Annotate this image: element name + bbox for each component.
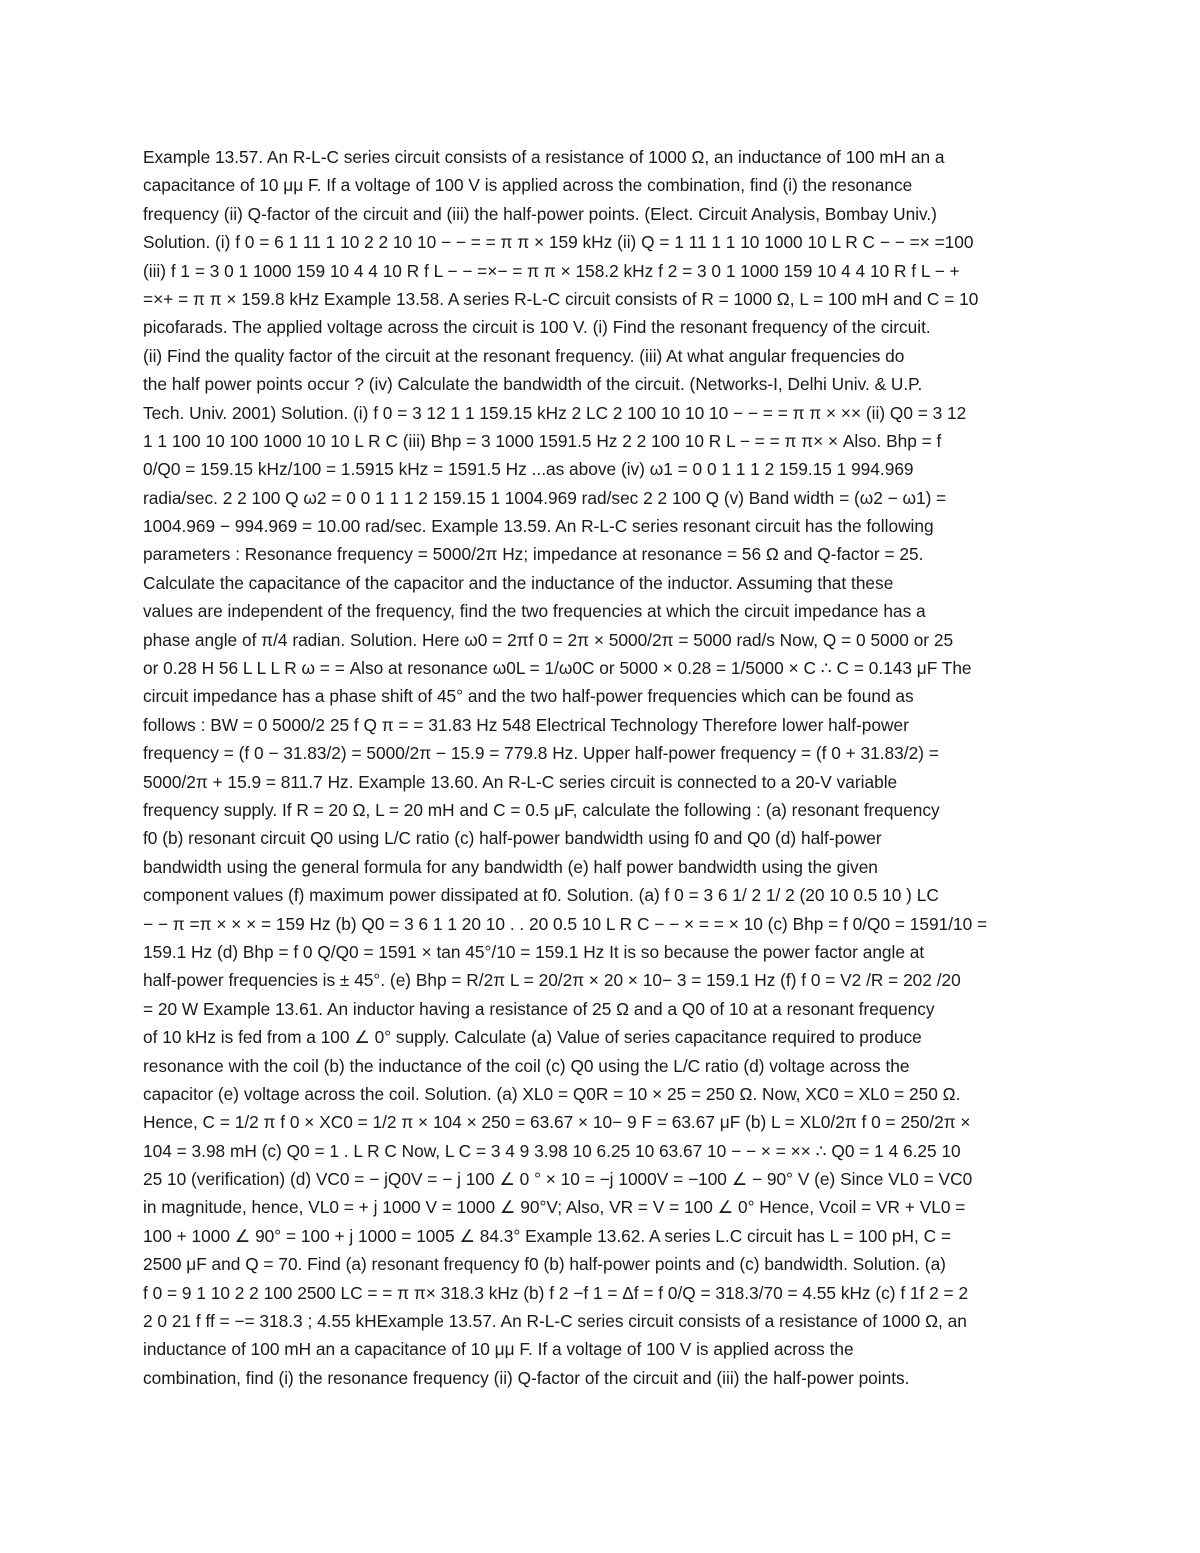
text-line: 2 0 21 f ff = −= 318.3 ; 4.55 kHExample 13.57. An R-L-C series circuit consists of a resistance of 1000 Ω, an (143, 1311, 967, 1332)
text-line: inductance of 100 mH an a capacitance of 10 μμ F. If a voltage of 100 V is applied across the (143, 1339, 854, 1360)
text-line: follows : BW = 0 5000/2 25 f Q π = = 31.83 Hz 548 Electrical Technology Therefore lower half-power (143, 714, 909, 735)
text-line: 159.1 Hz (d) Bhp = f 0 Q/Q0 = 1591 × tan 45°/10 = 159.1 Hz It is so because the power factor angle at (143, 941, 925, 962)
text-line: picofarads. The applied voltage across the circuit is 100 V. (i) Find the resonant frequency of the circuit. (143, 317, 931, 338)
text-line: 25 10 (verification) (d) VC0 = − jQ0V = − j 100 ∠ 0 ° × 10 = −j 1000V = −100 ∠ − 90° V (e) Since VL0 = VC0 (143, 1169, 973, 1190)
text-line: f0 (b) resonant circuit Q0 using L/C ratio (c) half-power bandwidth using f0 and Q0 (d) half-power (143, 828, 882, 849)
text-line: frequency supply. If R = 20 Ω, L = 20 mH and C = 0.5 μF, calculate the following : (a) resonant frequency (143, 799, 940, 820)
text-line: (ii) Find the quality factor of the circuit at the resonant frequency. (iii) At what angular frequencies do (143, 345, 905, 366)
text-line: capacitance of 10 μμ F. If a voltage of 100 V is applied across the combination, find (i) the resonance (143, 175, 913, 196)
text-line: circuit impedance has a phase shift of 45° and the two half-power frequencies which can be found as (143, 686, 914, 707)
text-line: parameters : Resonance frequency = 5000/2π Hz; impedance at resonance = 56 Ω and Q-factor = 25. (143, 544, 924, 565)
text-line: − − π =π × × × = 159 Hz (b) Q0 = 3 6 1 1 20 10 . . 20 0.5 10 L R C − − × = = × 10 (c) Bhp = f 0/Q0 = 1591/10 = (143, 913, 988, 934)
text-line: 0/Q0 = 159.15 kHz/100 = 1.5915 kHz = 1591.5 Hz ...as above (iv) ω1 = 0 0 1 1 1 2 159.15 1 994.969 (143, 459, 914, 480)
text-line: values are independent of the frequency, find the two frequencies at which the circuit impedance has a (143, 601, 926, 622)
text-line: 104 = 3.98 mH (c) Q0 = 1 . L R C Now, L C = 3 4 9 3.98 10 6.25 10 63.67 10 − − × = ×× ∴ Q0 = 1 4 6.25 10 (143, 1140, 961, 1161)
text-line: 5000/2π + 15.9 = 811.7 Hz. Example 13.60. An R-L-C series circuit is connected to a 20-V variable (143, 771, 898, 792)
text-line: half-power frequencies is ± 45°. (e) Bhp = R/2π L = 20/2π × 20 × 10− 3 = 159.1 Hz (f) f 0 = V2 /R = 202 /20 (143, 970, 961, 991)
text-line: Solution. (i) f 0 = 6 1 11 1 10 2 2 10 10 − − = = π π × 159 kHz (ii) Q = 1 11 1 1 10 1000 10 L R C − − =× =100 (143, 232, 974, 253)
text-line: resonance with the coil (b) the inductance of the coil (c) Q0 using the L/C ratio (d) voltage across the (143, 1055, 910, 1076)
text-line: frequency (ii) Q-factor of the circuit and (iii) the half-power points. (Elect. Circuit Analysis, Bombay Univ.) (143, 203, 937, 224)
text-line: radia/sec. 2 2 100 Q ω2 = 0 0 1 1 1 2 159.15 1 1004.969 rad/sec 2 2 100 Q (v) Band width = (ω2 − ω1) = (143, 487, 947, 508)
text-line: in magnitude, hence, VL0 = + j 1000 V = 1000 ∠ 90°V; Also, VR = V = 100 ∠ 0° Hence, Vcoil = VR + VL0 = (143, 1197, 966, 1218)
text-line: Example 13.57. An R-L-C series circuit consists of a resistance of 1000 Ω, an inductance of 100 mH an a (143, 147, 945, 167)
body-text (143, 143, 1073, 1421)
text-line: bandwidth using the general formula for any bandwidth (e) half power bandwidth using the given (143, 856, 878, 877)
text-line (143, 1392, 1073, 1420)
text-line: = 20 W Example 13.61. An inductor having a resistance of 25 Ω and a Q0 of 10 at a resonant frequency (143, 998, 935, 1019)
text-line: 100 + 1000 ∠ 90° = 100 + j 1000 = 1005 ∠ 84.3° Example 13.62. A series L.C circuit has L = 100 pH, C = (143, 1225, 951, 1246)
text-line: (iii) f 1 = 3 0 1 1000 159 10 4 4 10 R f L − − =×− = π π × 158.2 kHz f 2 = 3 0 1 1000 159 10 4 4 10 R f L − + (143, 260, 960, 281)
text-line: f 0 = 9 1 10 2 2 100 2500 LC = = π π× 318.3 kHz (b) f 2 −f 1 = Δf = f 0/Q = 318.3/70 = 4.55 kHz (c) f 1f 2 = 2 (143, 1282, 969, 1303)
text-line: phase angle of π/4 radian. Solution. Here ω0 = 2πf 0 = 2π × 5000/2π = 5000 rad/s Now, Q = 0 5000 or 25 (143, 629, 954, 650)
text-line: or 0.28 H 56 L L L R ω = = Also at resonance ω0L = 1/ω0C or 5000 × 0.28 = 1/5000 × C ∴ C = 0.143 μF The (143, 658, 972, 679)
text-line: Hence, C = 1/2 π f 0 × XC0 = 1/2 π × 104 × 250 = 63.67 × 10− 9 F = 63.67 μF (b) L = XL0/2π f 0 = 250/2π × (143, 1112, 971, 1133)
text-line: component values (f) maximum power dissipated at f0. Solution. (a) f 0 = 3 6 1/ 2 1/ 2 (20 10 0.5 10 ) LC (143, 885, 939, 906)
text-line: frequency = (f 0 − 31.83/2) = 5000/2π − 15.9 = 779.8 Hz. Upper half-power frequency = (f 0 + 31.83/2) = (143, 743, 939, 764)
text-line: 2500 μF and Q = 70. Find (a) resonant frequency f0 (b) half-power points and (c) bandwidth. Solution. (a) (143, 1254, 946, 1275)
text-line: 1 1 100 10 100 1000 10 10 L R C (iii) Bhp = 3 1000 1591.5 Hz 2 2 100 10 R L − = = π π× × Also. Bhp = f (143, 430, 942, 451)
text-line: Calculate the capacitance of the capacitor and the inductance of the inductor. Assuming that these (143, 572, 894, 593)
text-line: =×+ = π π × 159.8 kHz Example 13.58. A series R-L-C circuit consists of R = 1000 Ω, L = 100 mH and C = 10 (143, 288, 979, 309)
text-line: Tech. Univ. 2001) Solution. (i) f 0 = 3 12 1 1 159.15 kHz 2 LC 2 100 10 10 10 − − = = π π × ×× (ii) Q0 = 3 12 (143, 402, 967, 423)
text-line: capacitor (e) voltage across the coil. Solution. (a) XL0 = Q0R = 10 × 25 = 250 Ω. Now, XC0 = XL0 = 250 Ω. (143, 1083, 961, 1104)
text-line: of 10 kHz is fed from a 100 ∠ 0° supply. Calculate (a) Value of series capacitance required to produce (143, 1027, 922, 1048)
text-line: combination, find (i) the resonance frequency (ii) Q-factor of the circuit and (iii) the half-power points. (143, 1367, 910, 1388)
text-line: the half power points occur ? (iv) Calculate the bandwidth of the circuit. (Networks-I, Delhi Univ. & U.P. (143, 374, 923, 395)
text-line: 1004.969 − 994.969 = 10.00 rad/sec. Example 13.59. An R-L-C series resonant circuit has the following (143, 516, 934, 537)
